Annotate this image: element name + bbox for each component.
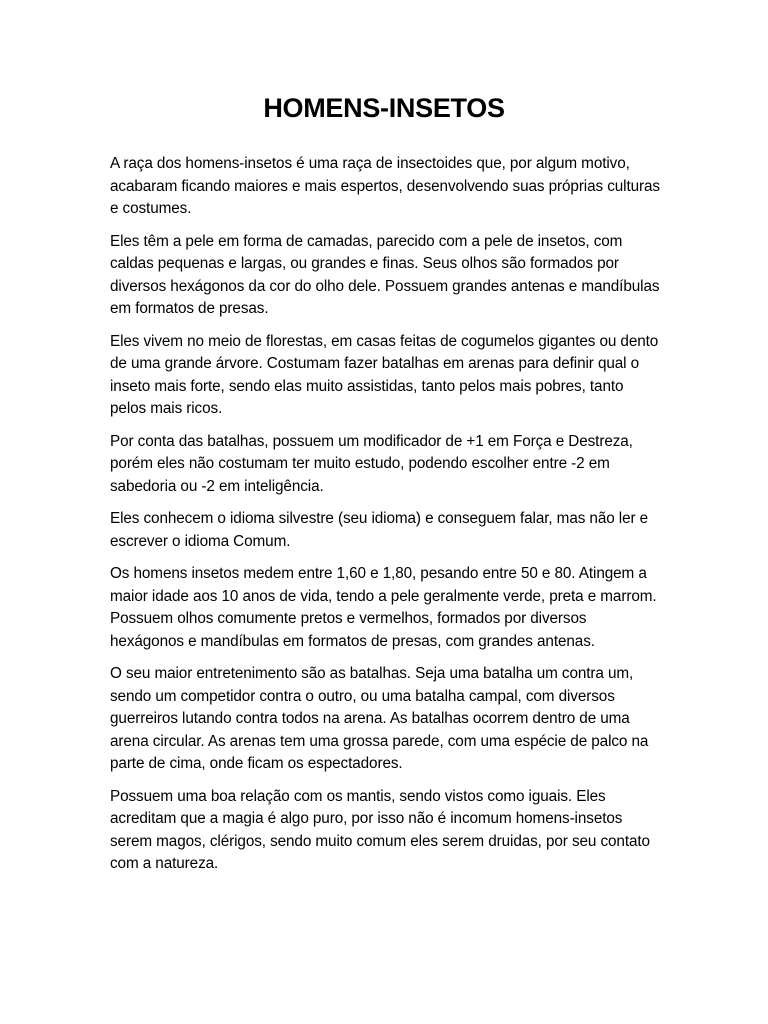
document-title: HOMENS-INSETOS [263,93,505,123]
paragraph: Por conta das batalhas, possuem um modificador de +1 em Força e Destreza, porém eles não costumam ter muito estudo, podendo escolher entre -2 em sabedoria ou -2 em inteligência. [110,432,633,495]
paragraph: Eles conhecem o idioma silvestre (seu idioma) e conseguem falar, mas não ler e escrever o idioma Comum. [110,510,649,550]
document-body [110,153,662,886]
paragraph: Eles vivem no meio de florestas, em casas feitas de cogumelos gigantes ou dento de uma grande árvore. Costumam fazer batalhas em arenas para definir qual o inseto mais forte, sendo elas muito assistidas, tanto pelos mais pobres, tanto pelos mais ricos. [110,332,659,417]
paragraph: Possuem uma boa relação com os mantis, sendo vistos como iguais. Eles acreditam que a magia é algo puro, por isso não é incomum homens-insetos serem magos, clérigos, sendo muito comum eles serem druidas, por seu contato com a natureza. [110,787,650,872]
paragraph: Eles têm a pele em forma de camadas, parecido com a pele de insetos, com caldas pequenas e largas, ou grandes e finas. Seus olhos são formados por diversos hexágonos da cor do olho dele. Possuem grandes antenas e mandíbulas em formatos de presas. [110,232,660,317]
paragraph: A raça dos homens-insetos é uma raça de insectoides que, por algum motivo, acabaram ficando maiores e mais espertos, desenvolvendo suas próprias culturas e costumes. [110,155,660,217]
paragraph: Os homens insetos medem entre 1,60 e 1,80, pesando entre 50 e 80. Atingem a maior idade aos 10 anos de vida, tendo a pele geralmente verde, preta e marrom. Possuem olhos comumente pretos e vermelhos, formados por diversos hexágonos e mandíbulas em formatos de presas, com grandes antenas. [110,565,657,650]
paragraph: O seu maior entretenimento são as batalhas. Seja uma batalha um contra um, sendo um competidor contra o outro, ou uma batalha campal, com diversos guerreiros lutando contra todos na arena. As batalhas ocorrem dentro de uma arena circular. As arenas tem uma grossa parede, com uma espécie de palco na parte de cima, onde ficam os espectadores. [110,665,649,772]
